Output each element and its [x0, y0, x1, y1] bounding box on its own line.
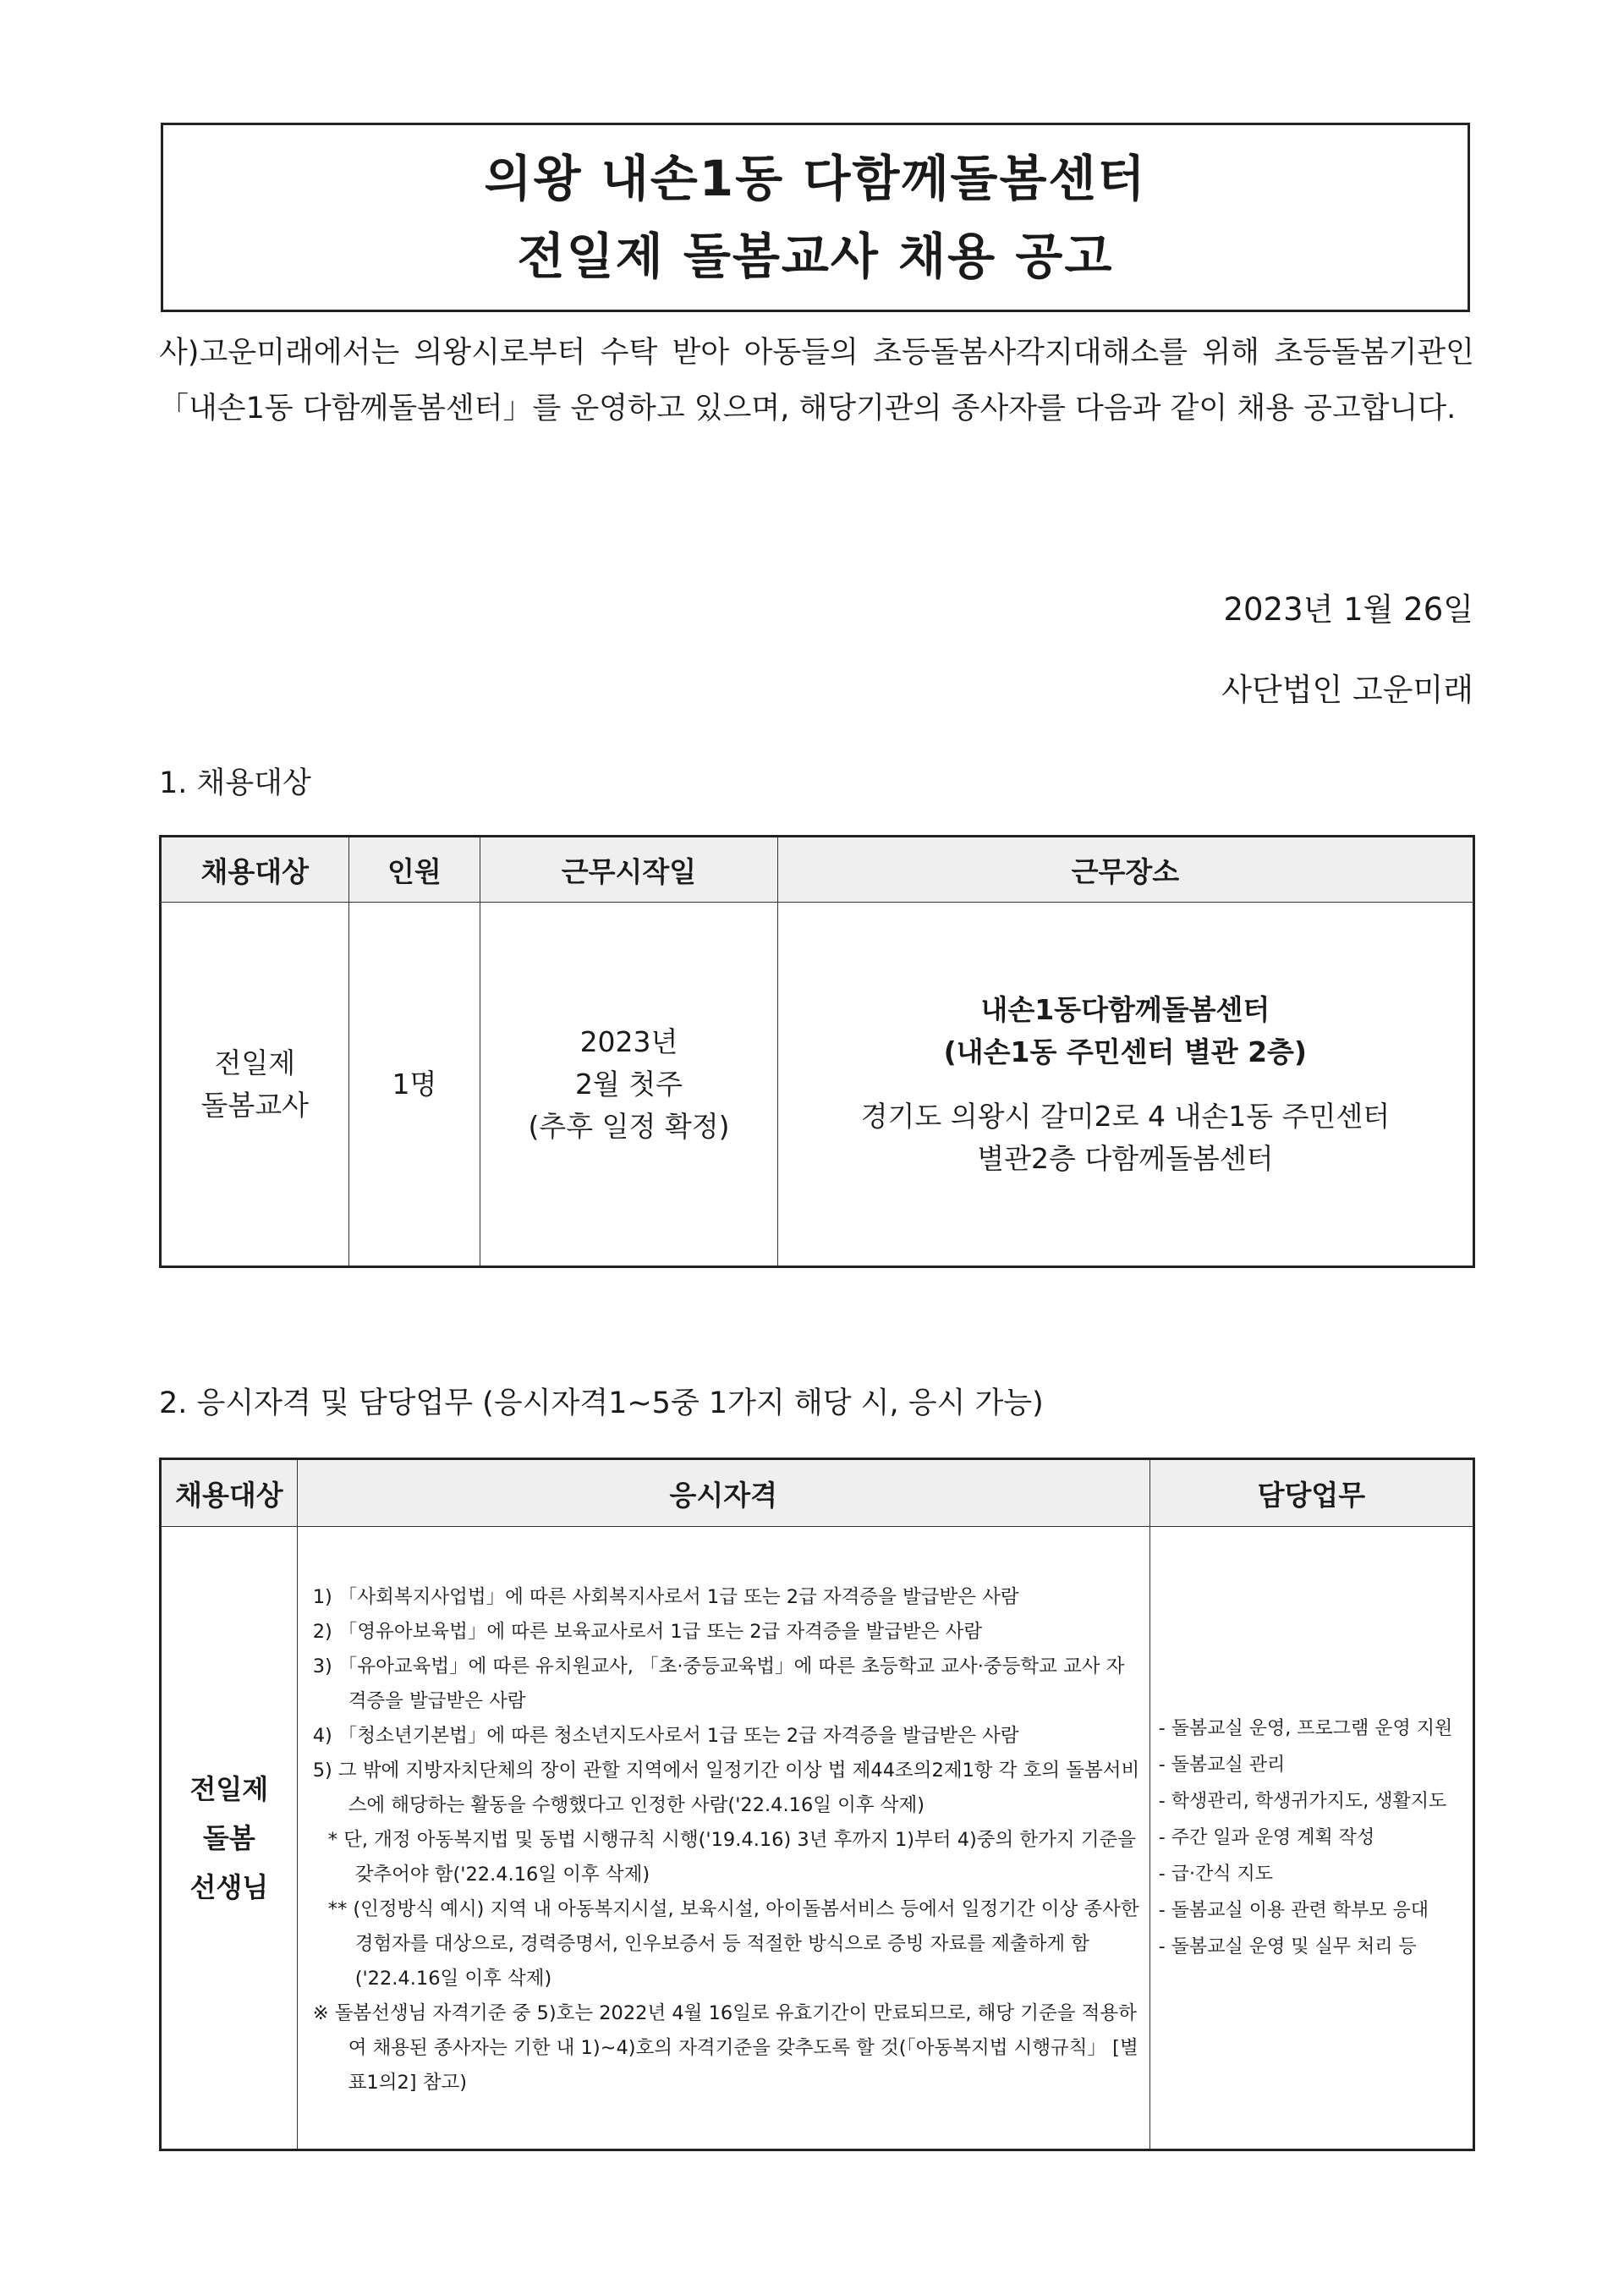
table-row — [161, 1527, 1474, 2150]
header-count: 인원 — [348, 837, 480, 903]
header-role: 채용대상 — [161, 1459, 298, 1527]
list-item: ※ 돌봄선생님 자격기준 중 5)호는 2022년 4월 16일로 유효기간이 만료되므로, 해당 기준을 적용하여 채용된 종사자는 기한 내 1)~4)호의 자격기준을 갖추도록 할 것(「아동복지법 시행규칙」 [별표1의2] 참고) — [312, 2002, 1138, 2094]
list-item: - 돌봄교실 관리 — [1158, 1754, 1286, 1776]
cell-qualifications — [297, 1527, 1149, 2150]
list-item: - 급·간식 지도 — [1158, 1864, 1273, 1885]
qualifications-table — [159, 1458, 1475, 2151]
list-item: 5) 그 밖에 지방자치단체의 장이 관할 지역에서 일정기간 이상 법 제44조의2제1항 각 호의 돌봄서비스에 해당하는 활동을 수행했다고 인정한 사람('22.4.16일 이후 삭제) — [312, 1760, 1140, 1816]
list-item: - 학생관리, 학생귀가지도, 생활지도 — [1158, 1791, 1447, 1812]
list-item: - 돌봄교실 운영 및 실무 처리 등 — [1158, 1936, 1417, 1957]
organization-name: 사단법인 고운미래 — [1221, 672, 1473, 708]
cell-count: 1명 — [348, 903, 480, 1267]
cell-workplace: 내손1동다함께돌봄센터 (내손1동 주민센터 별관 2층) 경기도 의왕시 갈미2로 4 내손1동 주민센터 별관2층 다함께돌봄센터 — [777, 903, 1473, 1267]
intro-paragraph: 사)고운미래에서는 의왕시로부터 수탁 받아 아동들의 초등돌봄사각지대해소를 위해 초등돌봄기관인 「내손1동 다함께돌봄센터」를 운영하고 있으며, 해당기관의 종사자를 다음과 같이 채용 공고합니다. — [159, 336, 1474, 426]
table-row — [161, 903, 1474, 1267]
list-item: - 돌봄교실 이용 관련 학부모 응대 — [1158, 1900, 1429, 1921]
list-item: ** (인정방식 예시) 지역 내 아동복지시설, 보육시설, 아이돌봄서비스 등에서 일정기간 이상 종사한 경험자를 대상으로, 경력증명서, 인우보증서 등 적절한 방식으로 증빙 자료를 제출하게 함('22.4.16일 이후 삭제) — [327, 1898, 1139, 1990]
cell-role: 전일제 돌봄 선생님 — [161, 1527, 298, 2150]
header-duties: 담당업무 — [1149, 1459, 1473, 1527]
title-box — [161, 123, 1470, 312]
list-item: * 단, 개정 아동복지법 및 동법 시행규칙 시행('19.4.16) 3년 후까지 1)부터 4)중의 한가지 기준을 갖추어야 함('22.4.16일 이후 삭제) — [327, 1829, 1136, 1886]
recruitment-target-table — [159, 835, 1475, 1268]
header-qualifications: 응시자격 — [297, 1459, 1149, 1527]
title-line-2: 전일제 돌봄교사 채용 공고 — [517, 228, 1114, 285]
table-header-row — [161, 837, 1474, 903]
section-1-heading: 1. 채용대상 — [159, 766, 311, 800]
announcement-date: 2023년 1월 26일 — [1223, 591, 1473, 628]
table-header-row — [161, 1459, 1474, 1527]
list-item: 3) 「유아교육법」에 따른 유치원교사, 「초·중등교육법」에 따른 초등학교 교사·중등학교 교사 자격증을 발급받은 사람 — [312, 1655, 1125, 1712]
list-item: 4) 「청소년기본법」에 따른 청소년지도사로서 1급 또는 2급 자격증을 발급받은 사람 — [312, 1725, 1019, 1747]
cell-start-date: 2023년 2월 첫주 (추후 일정 확정) — [480, 903, 777, 1267]
duty-list — [1150, 1710, 1473, 1965]
list-item: - 돌봄교실 운영, 프로그램 운영 지원 — [1158, 1718, 1453, 1739]
section-2-heading: 2. 응시자격 및 담당업무 (응시자격1~5중 1가지 해당 시, 응시 가능) — [159, 1386, 1044, 1420]
list-item: 1) 「사회복지사업법」에 따른 사회복지사로서 1급 또는 2급 자격증을 발급받은 사람 — [312, 1586, 1019, 1608]
header-start-date: 근무시작일 — [480, 837, 777, 903]
title-line-1: 의왕 내손1동 다함께돌봄센터 — [484, 150, 1147, 207]
header-workplace: 근무장소 — [777, 837, 1473, 903]
cell-role: 전일제 돌봄교사 — [161, 903, 349, 1267]
header-role: 채용대상 — [161, 837, 349, 903]
cell-duties — [1149, 1527, 1473, 2150]
list-item: 2) 「영유아보육법」에 따른 보육교사로서 1급 또는 2급 자격증을 발급받은 사람 — [312, 1621, 983, 1643]
qualification-list — [298, 1563, 1149, 2112]
list-item: - 주간 일과 운영 계획 작성 — [1158, 1827, 1375, 1848]
